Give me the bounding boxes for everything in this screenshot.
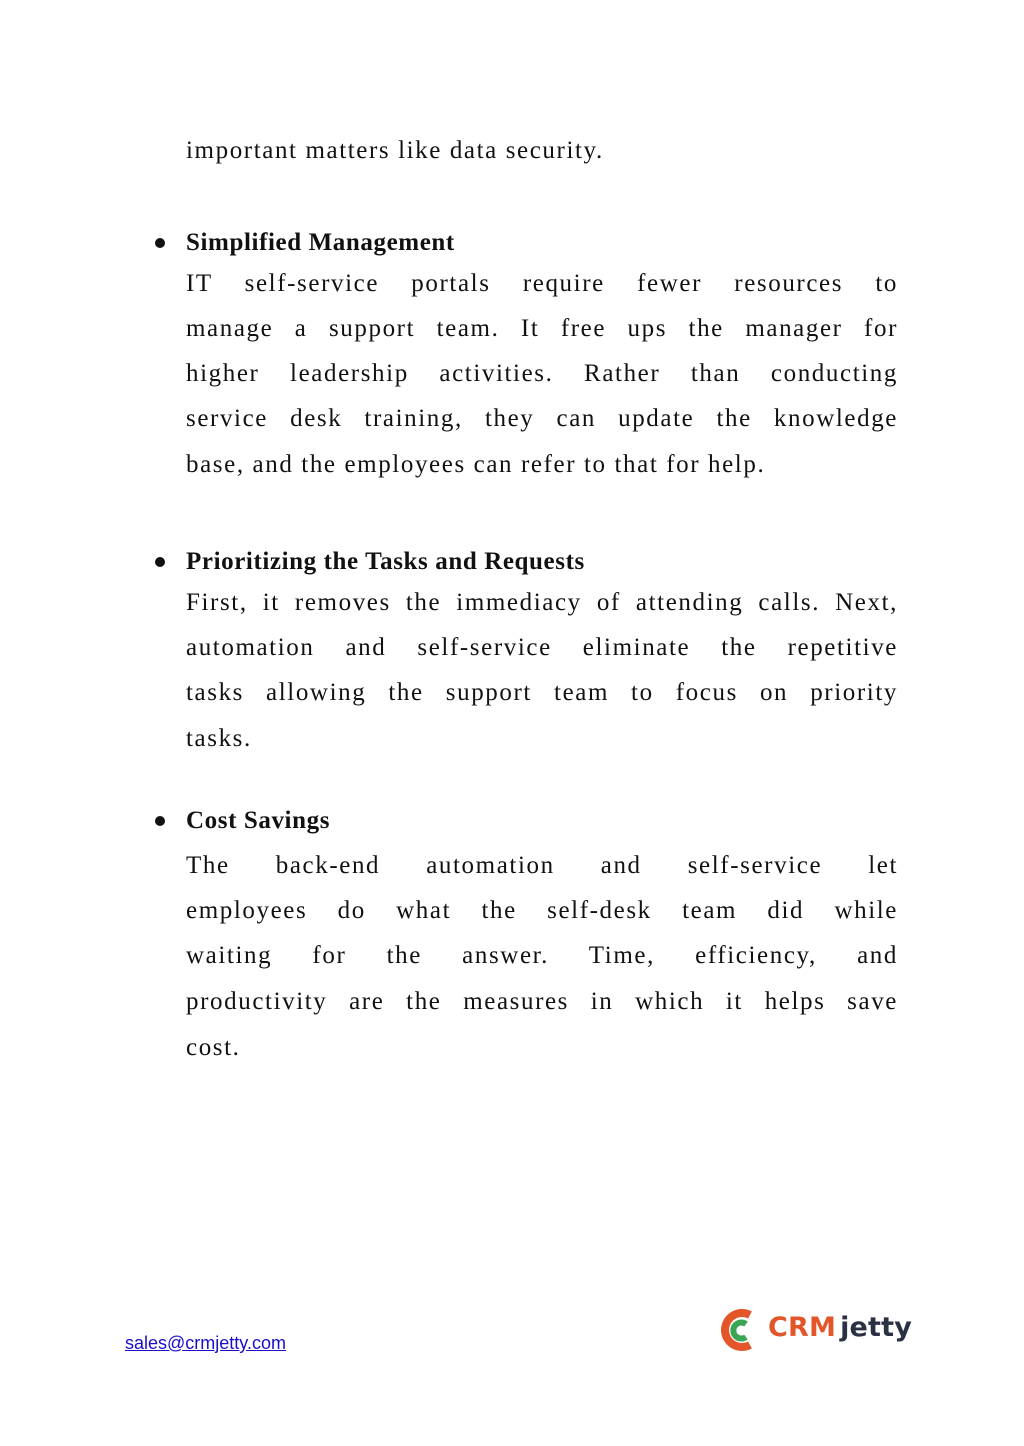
crmjetty-logo xyxy=(720,1306,913,1356)
section-heading-prioritizing-tasks: Prioritizing the Tasks and Requests xyxy=(186,548,585,575)
section-text-line: base, and the employees can refer to that for help. xyxy=(186,451,766,478)
section-text-line: waiting for the answer. Time, efficiency, and xyxy=(186,942,898,969)
section-text-line: productivity are the measures in which it helps save xyxy=(186,988,898,1015)
section-text-line: IT self-service portals require fewer resources to xyxy=(186,270,898,297)
crmjetty-logo-icon xyxy=(720,1306,764,1356)
intro-text-line: important matters like data security. xyxy=(186,137,604,164)
logo-jetty-text: jetty xyxy=(840,1312,913,1343)
section-text-line: higher leadership activities. Rather than conducting xyxy=(186,360,898,387)
section-text-line: automation and self-service eliminate the repetitive xyxy=(186,634,898,661)
bullet-icon xyxy=(155,557,165,567)
section-heading-cost-savings: Cost Savings xyxy=(186,807,331,834)
bullet-icon xyxy=(155,816,165,826)
section-text-line: The back-end automation and self-service let xyxy=(186,852,898,879)
section-text-line: service desk training, they can update the knowledge xyxy=(186,405,898,432)
section-text-line: tasks allowing the support team to focus on priority xyxy=(186,679,898,706)
crmjetty-logo-wordmark xyxy=(768,1312,912,1344)
footer-email-link[interactable]: sales@crmjetty.com xyxy=(125,1333,286,1353)
section-text-line: cost. xyxy=(186,1034,241,1061)
bullet-icon xyxy=(155,238,165,248)
section-text-line: First, it removes the immediacy of attending calls. Next, xyxy=(186,589,898,616)
section-heading-simplified-management: Simplified Management xyxy=(186,229,455,256)
section-text-line: employees do what the self-desk team did while xyxy=(186,897,898,924)
section-text-line: manage a support team. It free ups the manager for xyxy=(186,315,898,342)
logo-crm-text: CRM xyxy=(768,1312,837,1343)
section-text-line: tasks. xyxy=(186,725,252,752)
